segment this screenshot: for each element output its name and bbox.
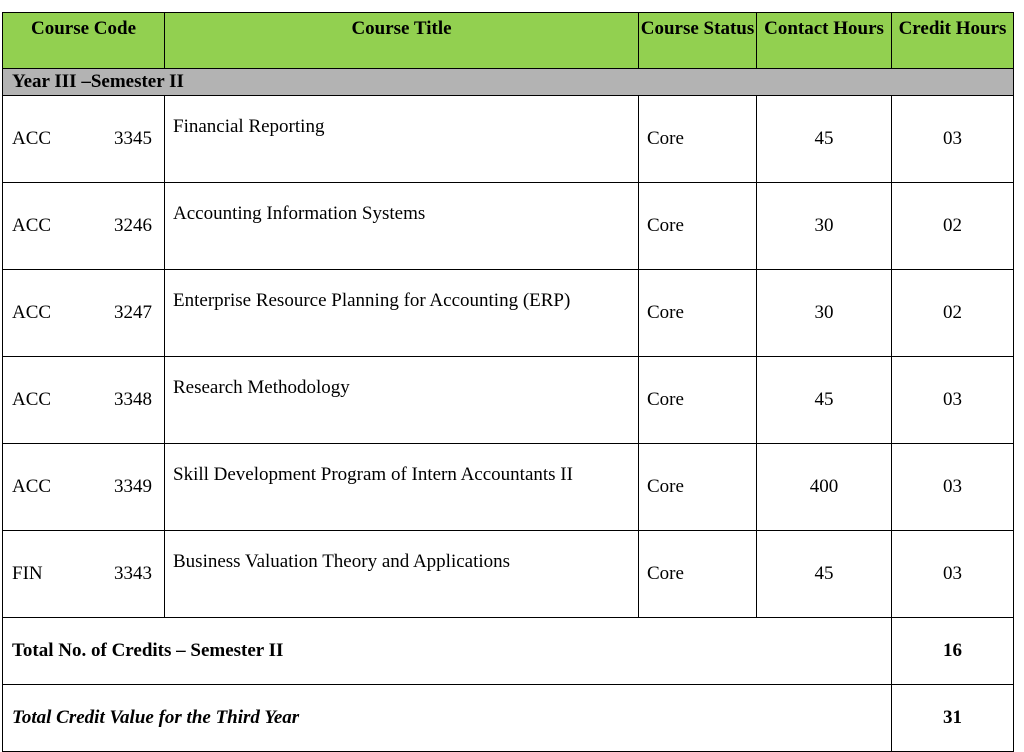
course-number: 3348 bbox=[114, 389, 152, 410]
contact-hours: 45 bbox=[757, 357, 892, 444]
header-course-code: Course Code bbox=[3, 13, 165, 69]
table-row bbox=[3, 357, 1014, 444]
course-code-cell bbox=[3, 531, 165, 618]
course-number: 3246 bbox=[114, 215, 152, 236]
table-row bbox=[3, 96, 1014, 183]
course-status: Core bbox=[639, 357, 757, 444]
course-number: 3343 bbox=[114, 563, 152, 584]
table-row bbox=[3, 183, 1014, 270]
course-title: Research Methodology bbox=[165, 357, 639, 444]
course-status: Core bbox=[639, 183, 757, 270]
course-code-cell bbox=[3, 444, 165, 531]
credit-hours: 03 bbox=[892, 96, 1014, 183]
course-title: Accounting Information Systems bbox=[165, 183, 639, 270]
course-prefix: ACC bbox=[12, 389, 52, 410]
course-prefix: ACC bbox=[12, 215, 52, 236]
credit-hours: 03 bbox=[892, 357, 1014, 444]
course-number: 3349 bbox=[114, 476, 152, 497]
header-course-status: Course Status bbox=[639, 13, 757, 69]
contact-hours: 400 bbox=[757, 444, 892, 531]
course-code-cell bbox=[3, 270, 165, 357]
year-total-row bbox=[3, 685, 1014, 752]
header-course-title: Course Title bbox=[165, 13, 639, 69]
table-body bbox=[3, 69, 1014, 752]
course-code-cell bbox=[3, 357, 165, 444]
course-code-cell bbox=[3, 183, 165, 270]
contact-hours: 45 bbox=[757, 96, 892, 183]
semester-total-value: 16 bbox=[892, 618, 1014, 685]
course-number: 3345 bbox=[114, 128, 152, 149]
course-code-cell bbox=[3, 96, 165, 183]
course-prefix: FIN bbox=[12, 563, 43, 584]
course-status: Core bbox=[639, 444, 757, 531]
credit-hours: 02 bbox=[892, 183, 1014, 270]
course-number: 3247 bbox=[114, 302, 152, 323]
course-prefix: ACC bbox=[12, 302, 52, 323]
credit-hours: 03 bbox=[892, 531, 1014, 618]
course-table bbox=[2, 12, 1014, 752]
table-row bbox=[3, 444, 1014, 531]
year-total-value: 31 bbox=[892, 685, 1014, 752]
contact-hours: 30 bbox=[757, 183, 892, 270]
header-contact-hours: Contact Hours bbox=[757, 13, 892, 69]
course-title: Business Valuation Theory and Applications bbox=[165, 531, 639, 618]
course-title: Skill Development Program of Intern Accountants II bbox=[165, 444, 639, 531]
contact-hours: 30 bbox=[757, 270, 892, 357]
course-status: Core bbox=[639, 96, 757, 183]
year-total-label: Total Credit Value for the Third Year bbox=[3, 685, 892, 752]
credit-hours: 03 bbox=[892, 444, 1014, 531]
semester-row bbox=[3, 69, 1014, 96]
course-status: Core bbox=[639, 270, 757, 357]
semester-total-label: Total No. of Credits – Semester II bbox=[3, 618, 892, 685]
header-credit-hours: Credit Hours bbox=[892, 13, 1014, 69]
semester-label: Year III –Semester II bbox=[3, 69, 1014, 96]
header-row bbox=[3, 13, 1014, 69]
semester-total-row bbox=[3, 618, 1014, 685]
course-prefix: ACC bbox=[12, 128, 52, 149]
table-row bbox=[3, 270, 1014, 357]
contact-hours: 45 bbox=[757, 531, 892, 618]
course-prefix: ACC bbox=[12, 476, 52, 497]
table-header bbox=[3, 13, 1014, 69]
table-row bbox=[3, 531, 1014, 618]
course-title: Financial Reporting bbox=[165, 96, 639, 183]
credit-hours: 02 bbox=[892, 270, 1014, 357]
course-title: Enterprise Resource Planning for Accounting (ERP) bbox=[165, 270, 639, 357]
course-status: Core bbox=[639, 531, 757, 618]
